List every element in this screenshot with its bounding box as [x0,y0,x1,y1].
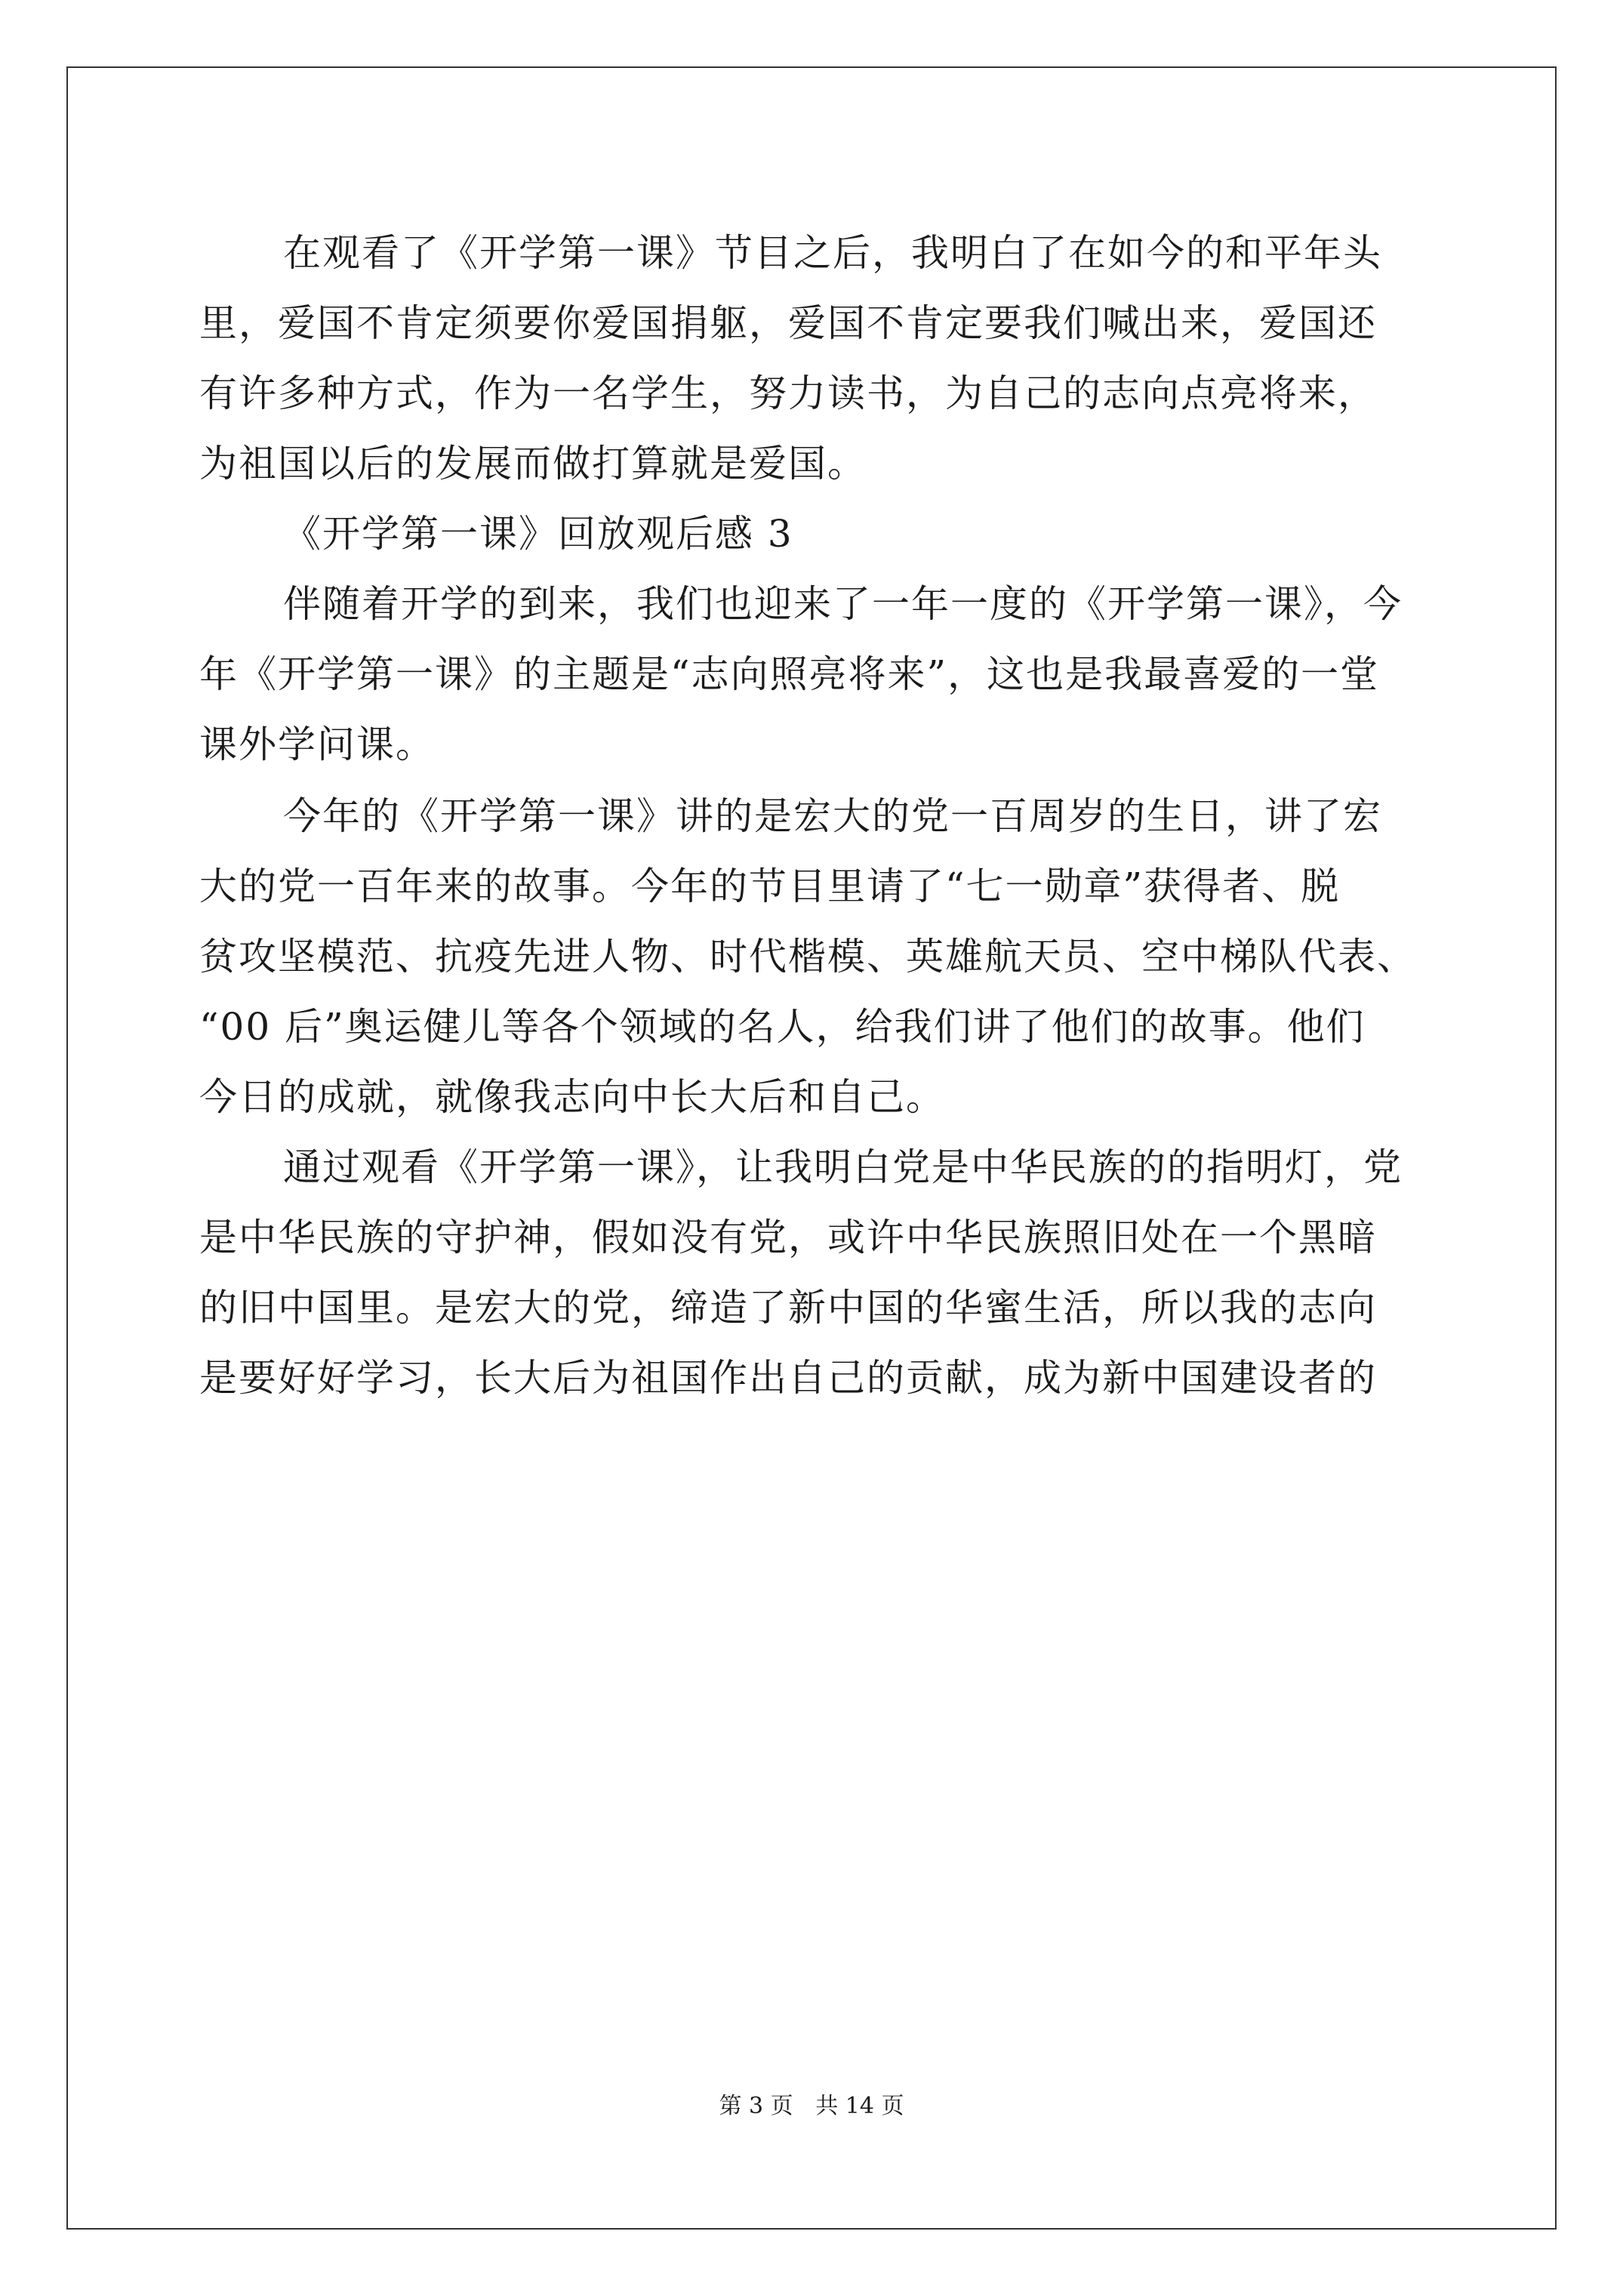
paragraph-line: 课外学问课。 [199,723,435,766]
paragraph-line: 年《开学第一课》的主题是“志向照亮将来”，这也是我最喜爱的一堂 [199,652,1380,696]
paragraph-line: 里，爱国不肯定须要你爱国捐躯，爱国不肯定要我们喊出来，爱国还 [199,301,1377,345]
paragraph-line: 有许多种方式，作为一名学生，努力读书，为自己的志向点亮将来， [199,371,1377,415]
paragraph-line: 大的党一百年来的故事。今年的节目里请了“七一勋章”获得者、脱 [199,864,1341,908]
page-total: 共 14 页 [815,2093,904,2119]
page-number: 第 3 页 [719,2093,793,2119]
paragraph-line: 是中华民族的守护神，假如没有党，或许中华民族照旧处在一个黑暗 [199,1216,1377,1259]
paragraph-line: 今日的成就，就像我志向中长大后和自己。 [199,1075,945,1119]
page-footer [0,2091,1623,2122]
paragraph-line: 贫攻坚模范、抗疫先进人物、时代楷模、英雄航天员、空中梯队代表、 [199,935,1416,978]
paragraph-line: 通过观看《开学第一课》，让我明白党是中华民族的的指明灯，党 [283,1145,1403,1189]
paragraph-line: 伴随着开学的到来，我们也迎来了一年一度的《开学第一课》，今 [283,582,1403,626]
section-heading: 《开学第一课》回放观后感 3 [283,512,793,556]
paragraph-line: 的旧中国里。是宏大的党，缔造了新中国的华蜜生活，所以我的志向 [199,1286,1377,1330]
paragraph-line: 是要好好学习，长大后为祖国作出自己的贡献，成为新中国建设者的 [199,1356,1377,1400]
paragraph-line: 为祖国以后的发展而做打算就是爱国。 [199,442,867,485]
paragraph-line: 在观看了《开学第一课》节目之后，我明白了在如今的和平年头 [283,231,1382,275]
paragraph-line: 今年的《开学第一课》讲的是宏大的党一百周岁的生日，讲了宏 [283,794,1382,838]
paragraph-line: “00 后”奥运健儿等各个领域的名人，给我们讲了他们的故事。他们 [199,1005,1366,1049]
